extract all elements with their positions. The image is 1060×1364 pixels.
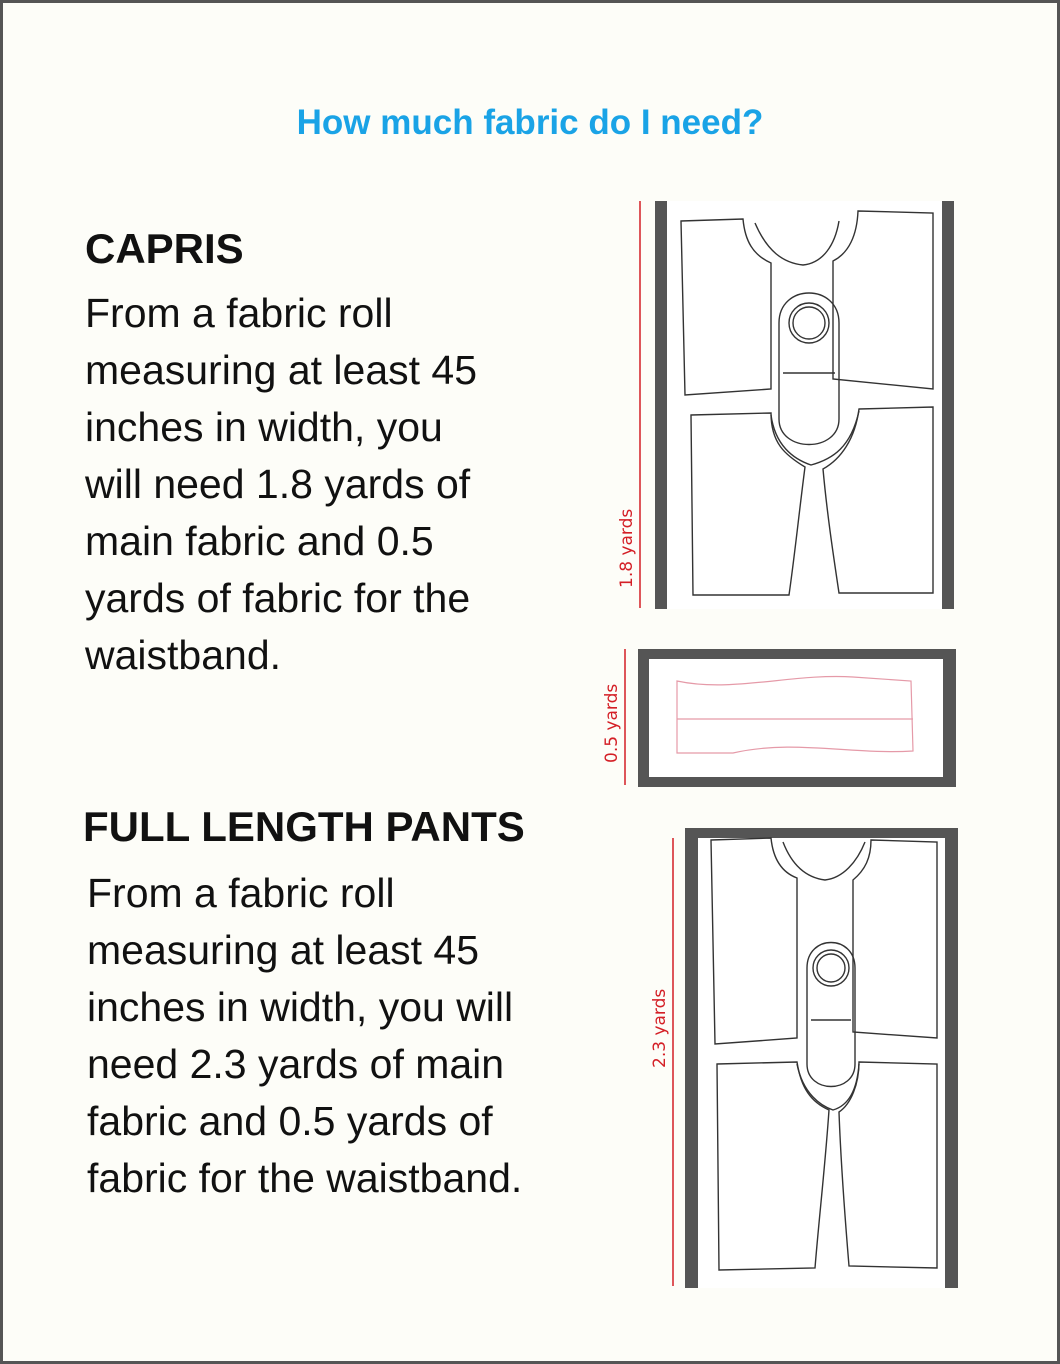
capris-fabric-layout-diagram [603,193,963,623]
full-length-line: need 2.3 yards of main [87,1041,505,1087]
selvage-left [685,828,698,1288]
capris-line: inches in width, you [85,404,443,450]
full-length-line: measuring at least 45 [87,927,480,973]
page-title: How much fabric do I need? [296,103,764,142]
waistband-fabric-layout-diagram [593,643,963,793]
selvage-top [685,828,958,838]
full-length-line: fabric and 0.5 yards of [87,1098,493,1144]
capris-line: yards of fabric for the [85,575,471,621]
fabric-area [667,201,942,609]
full-length-heading: FULL LENGTH PANTS [83,803,525,850]
waistband-length-label: 0.5 yards [602,683,622,763]
full-length-label: 2.3 yards [650,988,670,1068]
capris-description [85,285,477,684]
capris-line: measuring at least 45 [85,347,478,393]
waistband-fabric-area [649,659,943,777]
full-length-line: inches in width, you will [87,984,514,1030]
capris-line: From a fabric roll [85,290,393,336]
full-length-fabric-layout-diagram [633,818,963,1298]
full-length-line: From a fabric roll [87,870,395,916]
full-length-description [87,865,522,1207]
capris-line: main fabric and 0.5 [85,518,434,564]
capris-line: waistband. [85,632,282,678]
selvage-right [945,828,958,1288]
selvage-right [942,201,954,609]
capris-length-label: 1.8 yards [617,508,637,588]
capris-line: will need 1.8 yards of [85,461,471,507]
selvage-left [655,201,667,609]
full-length-line: fabric for the waistband. [87,1155,523,1201]
capris-heading: CAPRIS [85,225,244,272]
